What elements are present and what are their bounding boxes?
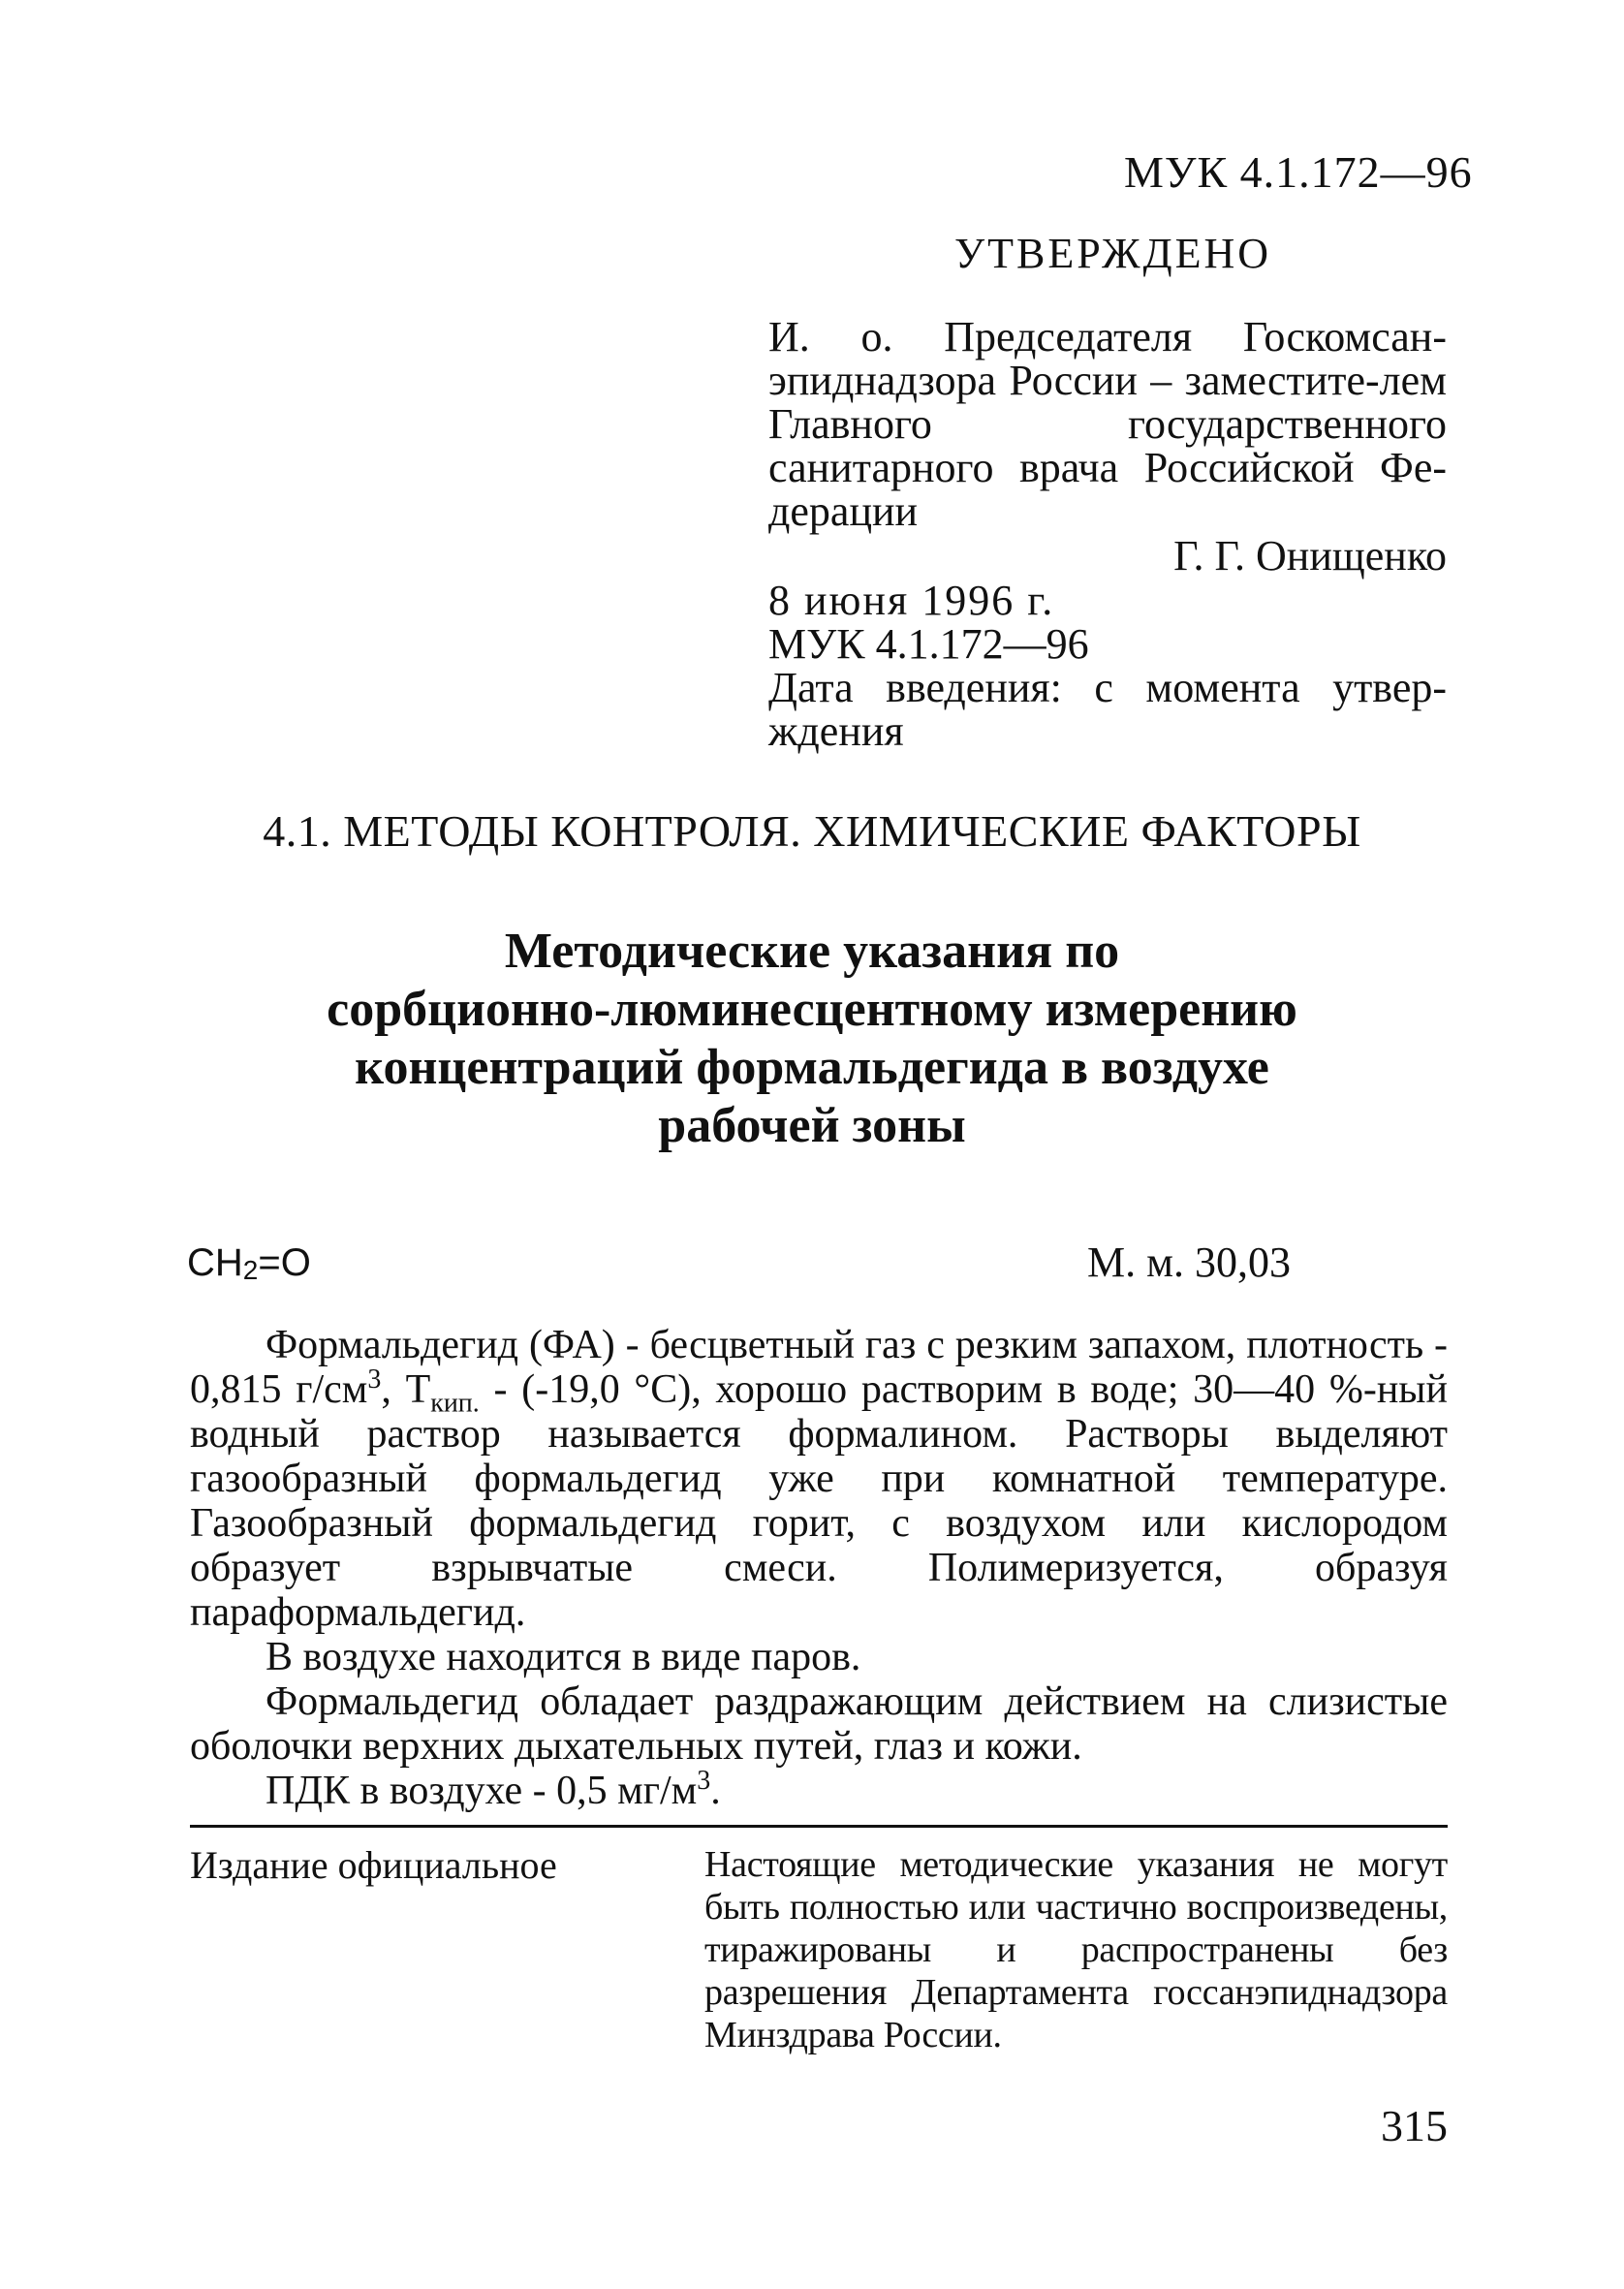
formula-subscript: 2 (242, 1255, 259, 1285)
page-number: 315 (1381, 2101, 1448, 2150)
signer-name: Г. Г. Онищенко (1173, 532, 1447, 580)
p4-text-a: ПДК в воздухе - 0,5 мг/м (265, 1769, 698, 1813)
formula-prefix: CH (187, 1241, 243, 1284)
approval-date: 8 июня 1996 г. (768, 577, 1055, 624)
document-title (0, 923, 1624, 1155)
p1-text-a: Формальдегид (ФА) - бесцветный газ с резким запахом, плотность - 0,815 г/см (190, 1323, 1448, 1412)
document-code-repeat: МУК 4.1.172—96 (768, 620, 1089, 668)
p1-subscript: кип. (430, 1388, 480, 1419)
paragraph-properties (190, 1323, 1448, 1635)
title-line: концентраций формальдегида в воздухе (355, 1040, 1269, 1095)
p1-text-b: , Т (381, 1367, 431, 1412)
approval-meta (768, 579, 1447, 753)
document-code: МУК 4.1.172—96 (1124, 147, 1473, 197)
paragraph-air-state: В воздухе находится в виде паров. (265, 1635, 861, 1679)
p4-text-b: . (710, 1769, 721, 1813)
p1-superscript: 3 (367, 1364, 382, 1395)
title-line: рабочей зоны (658, 1098, 966, 1153)
title-line: сорбционно-люминесцентному измерению (327, 982, 1297, 1037)
edition-label: Издание официальное (190, 1843, 557, 1887)
p4-superscript: 3 (697, 1766, 711, 1796)
title-line: Методические указания по (504, 924, 1120, 979)
p1-text-c: - (-19,0 °С), хорошо растворим в воде; 30—40 %-ный водный раствор называется формалином. Растворы выделяют газообразный формальдегид уже при комнатной температуре. Газообразный формальдегид горит, с воздухом или кислородом образует взрывчатые смеси. Полимеризуется, образуя параформальдегид. (190, 1367, 1448, 1635)
molecular-mass: М. м. 30,03 (1087, 1239, 1291, 1286)
section-heading: 4.1. МЕТОДЫ КОНТРОЛЯ. ХИМИЧЕСКИЕ ФАКТОРЫ (263, 806, 1361, 856)
paragraph-toxicity: Формальдегид обладает раздражающим действием на слизистые оболочки верхних дыхательных путей, глаз и кожи. (190, 1679, 1448, 1769)
approval-stamp-heading: УТВЕРЖДЕНО (954, 230, 1272, 277)
formula-suffix: =O (258, 1241, 311, 1284)
copyright-notice: Настоящие методические указания не могут быть полностью или частично воспроизведены, тиражированы и распространены без разрешения Департамента госсанэпиднадзора Минздрава России. (704, 1844, 1448, 2055)
introduction-date: Дата введения: с момента утвер-ждения (768, 664, 1447, 755)
footer-divider (190, 1825, 1448, 1828)
approver-title: И. о. Председателя Госкомсан-эпиднадзора России – заместите-лем Главного государственного санитарного врача Российской Фе-дерации (768, 313, 1447, 535)
body-text (190, 1323, 1448, 1813)
chemical-formula (187, 1236, 311, 1298)
paragraph-mac (190, 1766, 1448, 1813)
